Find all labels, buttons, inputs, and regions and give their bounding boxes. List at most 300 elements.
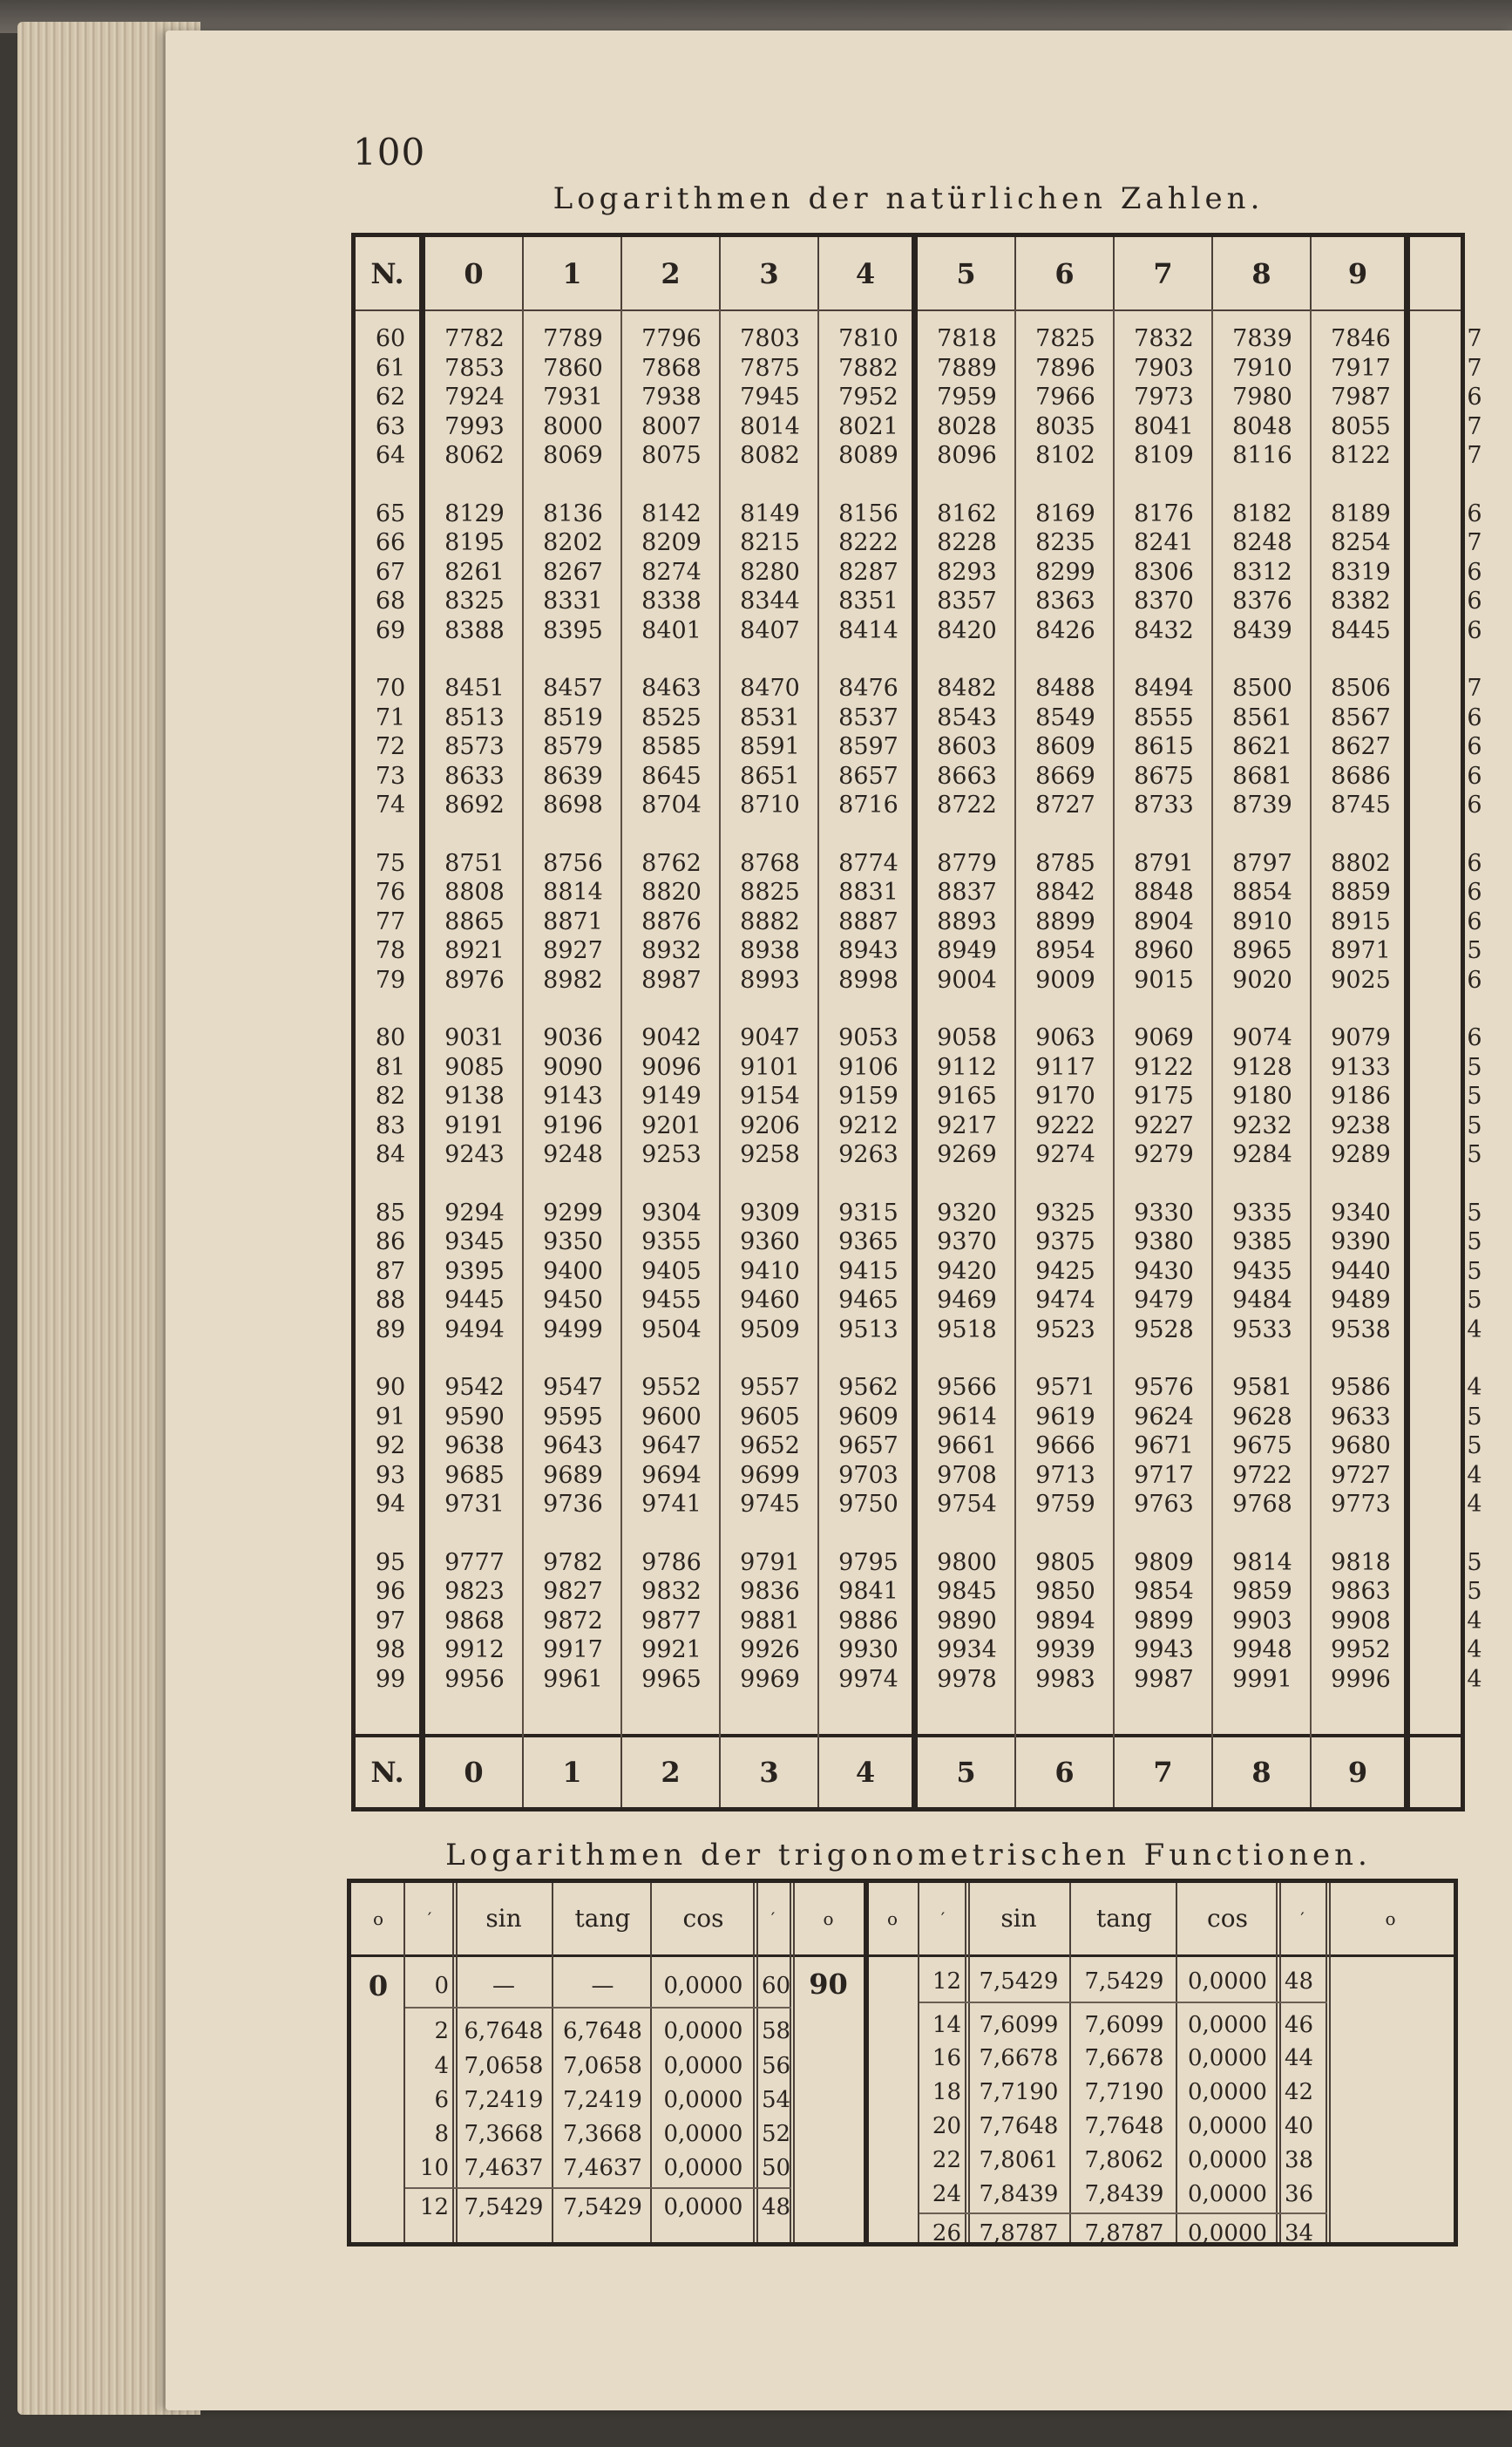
log-value: 9542 — [444, 1374, 505, 1401]
log-value: 9845 — [937, 1578, 997, 1605]
log-value: 8463 — [641, 675, 702, 702]
log-value: 8136 — [543, 500, 603, 527]
log-value: 7945 — [740, 384, 800, 411]
row-number: 67 — [375, 558, 406, 586]
row-number: 85 — [375, 1199, 406, 1227]
column-rule — [419, 309, 425, 1737]
row-number: 74 — [375, 792, 406, 819]
trig-row-rule — [919, 2212, 1327, 2214]
log-value: 8055 — [1331, 412, 1391, 440]
complement-minute: 60 — [762, 1973, 791, 1999]
log-value: 9628 — [1232, 1403, 1292, 1431]
log-value: 8338 — [641, 588, 702, 615]
log-value: 9370 — [937, 1228, 997, 1255]
log-value: 8082 — [740, 442, 800, 469]
log-value: 9523 — [1035, 1315, 1095, 1343]
log-value: 8722 — [937, 792, 997, 819]
row-number: 72 — [375, 733, 406, 760]
log-value: 9405 — [641, 1257, 702, 1285]
log-value: 9978 — [937, 1665, 997, 1693]
difference-value: 6 — [1467, 907, 1482, 935]
row-number: 71 — [375, 704, 406, 731]
row-number: 98 — [375, 1636, 406, 1663]
log-value: 9782 — [543, 1548, 603, 1576]
log-value: 9590 — [444, 1403, 505, 1431]
tang-value: 7,7190 — [1084, 2079, 1164, 2105]
log-value: 8669 — [1035, 762, 1095, 790]
log-value: 8716 — [838, 792, 898, 819]
log-value: 8768 — [740, 849, 800, 877]
difference-value: 5 — [1467, 1403, 1482, 1431]
trig-row — [351, 2111, 1454, 2142]
log-value: 8998 — [838, 966, 898, 994]
log-value: 9299 — [543, 1199, 603, 1227]
log-value: 7903 — [1134, 354, 1194, 382]
log-value: 9694 — [641, 1461, 702, 1489]
log-value: 7987 — [1331, 384, 1391, 411]
log-value: 7860 — [543, 354, 603, 382]
log-value: 9154 — [740, 1083, 800, 1110]
column-rule — [620, 309, 622, 1737]
log-value: 8482 — [937, 675, 997, 702]
log-value: 7931 — [543, 384, 603, 411]
log-value: 8048 — [1232, 412, 1292, 440]
tang-value: 7,6099 — [1084, 2012, 1164, 2038]
trig-row-rule — [405, 2187, 791, 2189]
log-value: 8280 — [740, 558, 800, 586]
log-value: 8248 — [1232, 529, 1292, 556]
log-value: 8162 — [937, 500, 997, 527]
log-value: 9484 — [1232, 1287, 1292, 1314]
tang-value: 7,8787 — [1084, 2220, 1164, 2246]
log-value: 9633 — [1331, 1403, 1391, 1431]
log-value: 9841 — [838, 1578, 898, 1605]
log-value: 9258 — [740, 1141, 800, 1168]
log-value: 8871 — [543, 907, 603, 935]
column-rule — [912, 309, 918, 1737]
log-value: 8096 — [937, 442, 997, 469]
sin-value: 7,2419 — [464, 2087, 544, 2113]
log-value: 8142 — [641, 500, 702, 527]
log-header-col-8: 8 — [1213, 237, 1312, 309]
log-value: 9996 — [1331, 1665, 1391, 1693]
minute: 20 — [932, 2113, 961, 2139]
log-value: 9952 — [1331, 1636, 1391, 1663]
log-value: 7789 — [543, 325, 603, 352]
complement-minute: 54 — [762, 2087, 791, 2113]
log-value: 9518 — [937, 1315, 997, 1343]
log-value: 8859 — [1331, 879, 1391, 906]
trig-row — [351, 2009, 1454, 2041]
log-value: 8543 — [937, 704, 997, 731]
log-value: 8591 — [740, 733, 800, 760]
log-value: 8698 — [543, 792, 603, 819]
log-value: 8388 — [444, 616, 505, 644]
log-value: 9777 — [444, 1548, 505, 1576]
log-value: 7853 — [444, 354, 505, 382]
log-value: 9063 — [1035, 1024, 1095, 1051]
sin-value: 7,7190 — [979, 2079, 1059, 2105]
log-value: 8382 — [1331, 588, 1391, 615]
difference-value: 5 — [1467, 937, 1482, 964]
log-value: 9309 — [740, 1199, 800, 1227]
log-value: 9128 — [1232, 1053, 1292, 1081]
complement-minute: 36 — [1285, 2181, 1314, 2207]
log-value: 9671 — [1134, 1432, 1194, 1459]
difference-value: 7 — [1467, 529, 1482, 556]
sin-value: 7,4637 — [464, 2155, 544, 2181]
log-value: 8663 — [937, 762, 997, 790]
log-value: 9969 — [740, 1665, 800, 1693]
complement-minute: 58 — [762, 2018, 791, 2044]
log-value: 8645 — [641, 762, 702, 790]
log-value: 7973 — [1134, 384, 1194, 411]
log-value: 9768 — [1232, 1491, 1292, 1518]
column-rule — [522, 309, 524, 1737]
log-value: 8954 — [1035, 937, 1095, 964]
minute: 0 — [434, 1973, 449, 1999]
log-value: 9854 — [1134, 1578, 1194, 1605]
log-value: 9499 — [543, 1315, 603, 1343]
difference-value: 5 — [1467, 1111, 1482, 1139]
log-value: 8982 — [543, 966, 603, 994]
log-value: 8513 — [444, 704, 505, 731]
log-value: 7832 — [1134, 325, 1194, 352]
log-value: 9201 — [641, 1111, 702, 1139]
trig-row-rule — [919, 2002, 1327, 2003]
cos-value: 0,0000 — [1188, 1968, 1267, 1995]
log-value: 7882 — [838, 354, 898, 382]
log-value: 9795 — [838, 1548, 898, 1576]
log-value: 9605 — [740, 1403, 800, 1431]
log-value: 8494 — [1134, 675, 1194, 702]
log-footer-col-7: 7 — [1115, 1737, 1213, 1807]
log-value: 8965 — [1232, 937, 1292, 964]
log-value: 9020 — [1232, 966, 1292, 994]
log-value: 7993 — [444, 412, 505, 440]
log-value: 9206 — [740, 1111, 800, 1139]
tang-value: 7,5429 — [563, 2194, 642, 2220]
log-value: 8579 — [543, 733, 603, 760]
trig-degree-right: 90 — [809, 1968, 848, 2001]
log-value: 8555 — [1134, 704, 1194, 731]
log-value: 8848 — [1134, 879, 1194, 906]
log-header-col-diff — [1410, 237, 1512, 309]
trig-degree-left: 0 — [368, 1969, 389, 2002]
minute: 8 — [434, 2121, 449, 2147]
log-value: 9375 — [1035, 1228, 1095, 1255]
log-value: 9513 — [838, 1315, 898, 1343]
log-value: 9759 — [1035, 1491, 1095, 1518]
log-header-col-9: 9 — [1312, 237, 1410, 309]
column-rule — [1113, 309, 1115, 1737]
minute: 24 — [932, 2181, 961, 2207]
sin-value: 6,7648 — [464, 2018, 544, 2044]
log-value: 8215 — [740, 529, 800, 556]
log-value: 9713 — [1035, 1461, 1095, 1489]
log-value: 9345 — [444, 1228, 505, 1255]
log-value: 8960 — [1134, 937, 1194, 964]
log-value: 9335 — [1232, 1199, 1292, 1227]
log-value: 8035 — [1035, 412, 1095, 440]
log-value: 9750 — [838, 1491, 898, 1518]
log-value: 9232 — [1232, 1111, 1292, 1139]
log-value: 9926 — [740, 1636, 800, 1663]
log-value: 9133 — [1331, 1053, 1391, 1081]
log-value: 8597 — [838, 733, 898, 760]
log-value: 9699 — [740, 1461, 800, 1489]
complement-minute: 50 — [762, 2155, 791, 2181]
log-value: 8785 — [1035, 849, 1095, 877]
log-value: 9042 — [641, 1024, 702, 1051]
minute: 14 — [932, 2012, 961, 2038]
log-value: 9763 — [1134, 1491, 1194, 1518]
log-value: 8299 — [1035, 558, 1095, 586]
log-value: 9053 — [838, 1024, 898, 1051]
log-value: 8639 — [543, 762, 603, 790]
log-value: 9106 — [838, 1053, 898, 1081]
log-value: 9624 — [1134, 1403, 1194, 1431]
log-value: 9638 — [444, 1432, 505, 1459]
log-value: 9440 — [1331, 1257, 1391, 1285]
row-number: 70 — [375, 675, 406, 702]
log-value: 9047 — [740, 1024, 800, 1051]
log-value: 8116 — [1232, 442, 1292, 469]
log-value: 9930 — [838, 1636, 898, 1663]
log-value: 9974 — [838, 1665, 898, 1693]
log-value: 9143 — [543, 1083, 603, 1110]
log-value: 9863 — [1331, 1578, 1391, 1605]
log-value: 8561 — [1232, 704, 1292, 731]
log-value: 9652 — [740, 1432, 800, 1459]
tang-value: 7,6678 — [1084, 2045, 1164, 2071]
log-value: 8235 — [1035, 529, 1095, 556]
log-value: 7796 — [641, 325, 702, 352]
log-value: 8938 — [740, 937, 800, 964]
sin-value: 7,8787 — [979, 2220, 1059, 2246]
log-value: 9562 — [838, 1374, 898, 1401]
log-value: 9117 — [1035, 1053, 1095, 1081]
row-number: 60 — [375, 325, 406, 352]
book-top-edge — [0, 0, 1512, 33]
trig-header-cos: cos — [682, 1904, 724, 1933]
log-value: 9877 — [641, 1607, 702, 1635]
log-value: 9460 — [740, 1287, 800, 1314]
log-value: 9899 — [1134, 1607, 1194, 1635]
row-number: 75 — [375, 849, 406, 877]
log-value: 9619 — [1035, 1403, 1095, 1431]
log-value: 9186 — [1331, 1083, 1391, 1110]
complement-minute: 40 — [1285, 2113, 1314, 2139]
log-header-col-6: 6 — [1016, 237, 1115, 309]
log-value: 8176 — [1134, 500, 1194, 527]
log-value: 8993 — [740, 966, 800, 994]
tang-value: 7,8062 — [1084, 2147, 1164, 2173]
log-value: 8573 — [444, 733, 505, 760]
sin-value: 7,0658 — [464, 2053, 544, 2079]
log-value: 9036 — [543, 1024, 603, 1051]
log-value: 8075 — [641, 442, 702, 469]
log-value: 8195 — [444, 529, 505, 556]
log-value: 9680 — [1331, 1432, 1391, 1459]
log-value: 8745 — [1331, 792, 1391, 819]
log-value: 9263 — [838, 1141, 898, 1168]
tang-value: 7,4637 — [563, 2155, 642, 2181]
log-value: 9315 — [838, 1199, 898, 1227]
log-value: 9269 — [937, 1141, 997, 1168]
difference-value: 5 — [1467, 1548, 1482, 1576]
log-value: 9450 — [543, 1287, 603, 1314]
trig-row — [351, 2179, 1454, 2210]
log-value: 9614 — [937, 1403, 997, 1431]
log-value: 8370 — [1134, 588, 1194, 615]
log-value: 8893 — [937, 907, 997, 935]
row-number: 84 — [375, 1141, 406, 1168]
log-value: 8820 — [641, 879, 702, 906]
log-value: 9850 — [1035, 1578, 1095, 1605]
log-value: 7782 — [444, 325, 505, 352]
log-value: 8842 — [1035, 879, 1095, 906]
log-value: 9948 — [1232, 1636, 1292, 1663]
log-value: 9365 — [838, 1228, 898, 1255]
log-value: 9600 — [641, 1403, 702, 1431]
difference-value: 6 — [1467, 879, 1482, 906]
difference-value: 7 — [1467, 442, 1482, 469]
log-value: 9800 — [937, 1548, 997, 1576]
log-value: 9227 — [1134, 1111, 1194, 1139]
log-value: 9881 — [740, 1607, 800, 1635]
log-value: 8762 — [641, 849, 702, 877]
trig-table — [347, 1879, 1458, 2246]
log-value: 9112 — [937, 1053, 997, 1081]
log-value: 9956 — [444, 1665, 505, 1693]
row-number: 82 — [375, 1083, 406, 1110]
log-value: 8420 — [937, 616, 997, 644]
log-value: 9090 — [543, 1053, 603, 1081]
log-value: 9465 — [838, 1287, 898, 1314]
trig-row — [351, 1966, 1454, 1997]
row-number: 93 — [375, 1461, 406, 1489]
log-value: 9320 — [937, 1199, 997, 1227]
log-value: 9420 — [937, 1257, 997, 1285]
log-value: 9908 — [1331, 1607, 1391, 1635]
log-value: 8432 — [1134, 616, 1194, 644]
log-value: 8774 — [838, 849, 898, 877]
log-value: 9647 — [641, 1432, 702, 1459]
log-value: 8686 — [1331, 762, 1391, 790]
log-value: 8254 — [1331, 529, 1391, 556]
tang-value: 7,7648 — [1084, 2113, 1164, 2139]
log-value: 9425 — [1035, 1257, 1095, 1285]
log-value: 8293 — [937, 558, 997, 586]
trig-header-deg-comp: o — [823, 1908, 834, 1929]
log-value: 8910 — [1232, 907, 1292, 935]
cos-value: 0,0000 — [1188, 2113, 1267, 2139]
log-value: 8681 — [1232, 762, 1292, 790]
log-value: 8651 — [740, 762, 800, 790]
log-value: 8808 — [444, 879, 505, 906]
log-value: 9138 — [444, 1083, 505, 1110]
log-value: 9248 — [543, 1141, 603, 1168]
log-value: 9390 — [1331, 1228, 1391, 1255]
log-value: 9350 — [543, 1228, 603, 1255]
log-value: 9469 — [937, 1287, 997, 1314]
log-table — [351, 233, 1482, 1811]
log-footer-col-8: 8 — [1213, 1737, 1312, 1807]
log-value: 9222 — [1035, 1111, 1095, 1139]
log-value: 9533 — [1232, 1315, 1292, 1343]
log-value: 8376 — [1232, 588, 1292, 615]
trig-header-deg: o — [886, 1908, 898, 1929]
log-value: 9355 — [641, 1228, 702, 1255]
log-value: 9818 — [1331, 1548, 1391, 1576]
complement-minute: 44 — [1285, 2045, 1314, 2071]
log-value: 9191 — [444, 1111, 505, 1139]
log-value: 9096 — [641, 1053, 702, 1081]
log-value: 8325 — [444, 588, 505, 615]
difference-value: 5 — [1467, 1287, 1482, 1314]
difference-value: 7 — [1467, 412, 1482, 440]
log-value: 9074 — [1232, 1024, 1292, 1051]
log-value: 9238 — [1331, 1111, 1391, 1139]
row-number: 99 — [375, 1665, 406, 1693]
log-value: 9415 — [838, 1257, 898, 1285]
log-value: 9031 — [444, 1024, 505, 1051]
row-number: 73 — [375, 762, 406, 790]
log-value: 7825 — [1035, 325, 1095, 352]
difference-value: 7 — [1467, 325, 1482, 352]
difference-value: 4 — [1467, 1607, 1482, 1635]
log-value: 8837 — [937, 879, 997, 906]
row-number: 80 — [375, 1024, 406, 1051]
log-value: 7910 — [1232, 354, 1292, 382]
cos-value: 0,0000 — [663, 2194, 743, 2220]
log-value: 9552 — [641, 1374, 702, 1401]
log-value: 9294 — [444, 1199, 505, 1227]
log-value: 9741 — [641, 1491, 702, 1518]
tang-value: 7,3668 — [563, 2121, 642, 2147]
log-value: 8865 — [444, 907, 505, 935]
log-value: 9489 — [1331, 1287, 1391, 1314]
row-number: 63 — [375, 412, 406, 440]
sin-value: 7,8061 — [979, 2147, 1059, 2173]
log-value: 8710 — [740, 792, 800, 819]
log-value: 9547 — [543, 1374, 603, 1401]
difference-value: 5 — [1467, 1432, 1482, 1459]
log-value: 8921 — [444, 937, 505, 964]
trig-table-title: Logarithmen der trigonometrischen Functionen. — [445, 1838, 1372, 1873]
cos-value: 0,0000 — [1188, 2181, 1267, 2207]
log-value: 9661 — [937, 1432, 997, 1459]
log-value: 8014 — [740, 412, 800, 440]
log-value: 7917 — [1331, 354, 1391, 382]
log-value: 7966 — [1035, 384, 1095, 411]
tang-value: 7,5429 — [1084, 1968, 1164, 1995]
log-value: 8825 — [740, 879, 800, 906]
log-value: 9494 — [444, 1315, 505, 1343]
trig-header-tang: tang — [574, 1904, 631, 1933]
log-value: 8312 — [1232, 558, 1292, 586]
difference-value: 6 — [1467, 384, 1482, 411]
difference-value: 5 — [1467, 1141, 1482, 1168]
log-value: 8222 — [838, 529, 898, 556]
log-value: 7846 — [1331, 325, 1391, 352]
row-number: 90 — [375, 1374, 406, 1401]
log-value: 8344 — [740, 588, 800, 615]
difference-value: 5 — [1467, 1257, 1482, 1285]
complement-minute: 48 — [762, 2194, 791, 2220]
log-value: 9566 — [937, 1374, 997, 1401]
